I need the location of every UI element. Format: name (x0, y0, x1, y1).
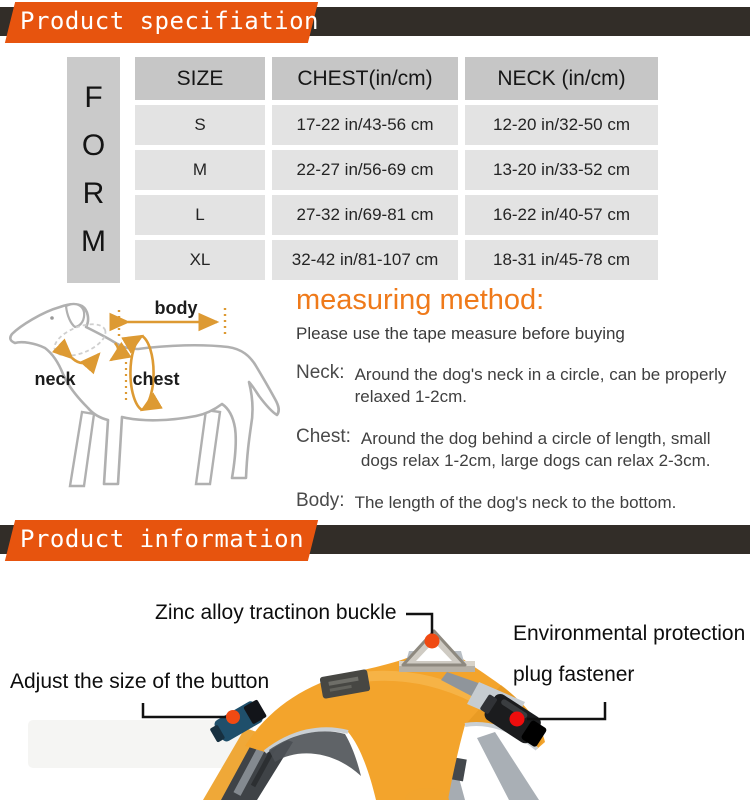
col-header-neck: NECK (in/cm) (465, 57, 658, 100)
cell-size: L (135, 195, 265, 235)
measuring-item-label: Chest: (296, 426, 351, 448)
leader-line-right (527, 702, 605, 719)
harness-illustration (203, 631, 550, 800)
marker-dot-top (425, 634, 440, 649)
diagram-label-neck: neck (34, 369, 76, 389)
measuring-item-text: Around the dog behind a circle of length, small dogs relax 1-2cm, large dogs can relax 2-3cm. (360, 429, 711, 471)
diagram-label-chest: chest (132, 369, 180, 389)
measuring-item-body (296, 490, 748, 514)
form-vertical-label (67, 57, 120, 283)
cell-chest: 22-27 in/56-69 cm (272, 150, 458, 190)
marker-dot-left (226, 710, 240, 724)
form-letter: R (82, 177, 105, 210)
measuring-item-chest (296, 426, 748, 472)
cell-neck: 18-31 in/45-78 cm (465, 240, 658, 280)
leader-line-top (406, 614, 432, 636)
measuring-item-neck (296, 362, 748, 408)
dog-outline (10, 304, 278, 484)
col-header-chest: CHEST(in/cm) (272, 57, 458, 100)
callout-adjust-button: Adjust the size of the button (10, 670, 270, 693)
cell-chest: 27-32 in/69-81 cm (272, 195, 458, 235)
col-header-size: SIZE (135, 57, 265, 100)
cell-neck: 13-20 in/33-52 cm (465, 150, 658, 190)
cell-size: M (135, 150, 265, 190)
cell-chest: 32-42 in/81-107 cm (272, 240, 458, 280)
dog-far-front-leg (70, 412, 94, 486)
dog-eye (50, 316, 54, 320)
size-table (135, 57, 658, 280)
measuring-item-text: The length of the dog's neck to the bottom. (354, 493, 677, 513)
measuring-item-label: Body: (296, 490, 345, 512)
measuring-item-text: Around the dog's neck in a circle, can be properly relaxed 1-2cm. (354, 365, 727, 407)
form-letter: F (84, 81, 103, 114)
cell-neck: 12-20 in/32-50 cm (465, 105, 658, 145)
measuring-method-section (296, 284, 748, 514)
leader-line-left (143, 703, 226, 717)
diagram-label-body: body (154, 298, 198, 318)
dog-far-hind-leg (196, 410, 220, 484)
measuring-item-label: Neck: (296, 362, 345, 383)
dog-measuring-diagram (6, 294, 290, 506)
banner-product-specification (0, 2, 750, 48)
marker-dot-right (510, 712, 525, 727)
form-letter: O (81, 129, 106, 162)
callout-zinc-buckle: Zinc alloy tractinon buckle (155, 601, 397, 624)
cell-size: S (135, 105, 265, 145)
cell-size: XL (135, 240, 265, 280)
form-letter: M (81, 225, 106, 258)
callout-plug-fastener-line2: plug fastener (513, 663, 635, 686)
measuring-title: measuring method: (296, 284, 545, 316)
measuring-subtitle: Please use the tape measure before buying (296, 324, 625, 343)
banner-product-information (0, 520, 750, 566)
banner-spec-title: Product specifiation (20, 7, 319, 35)
cell-neck: 16-22 in/40-57 cm (465, 195, 658, 235)
callout-plug-fastener-line1: Environmental protection (513, 622, 746, 645)
banner-info-title: Product information (20, 525, 305, 553)
cell-chest: 17-22 in/43-56 cm (272, 105, 458, 145)
